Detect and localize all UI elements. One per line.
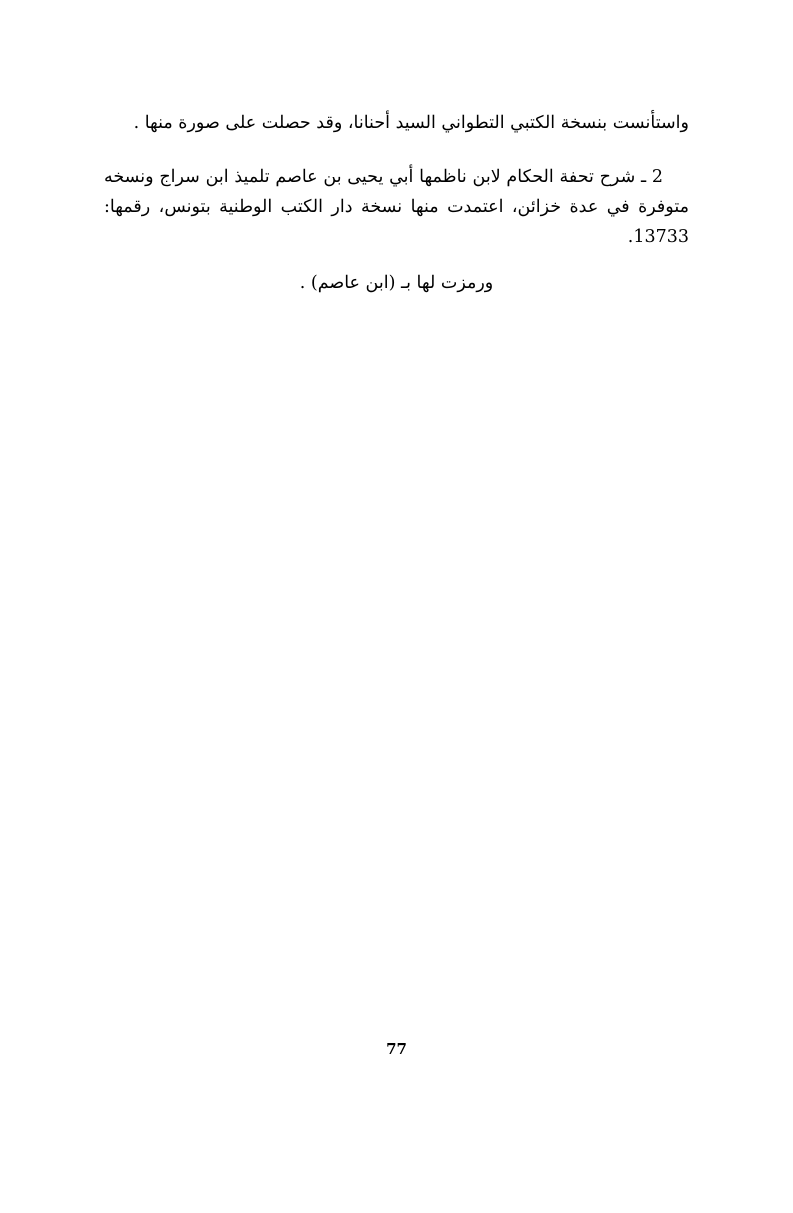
paragraph-entry-2-sharh-tuhfat-al-hukkam: 2 ـ شرح تحفة الحكام لابن ناظمها أبي يحيى بن عاصم تلميذ ابن سراج ونسخه متوفرة في عدة خزائن، اعتمدت منها نسخة دار الكتب الوطنية بتونس، رقمها: 13733.: [104, 167, 689, 247]
paragraph-note-tetouan-copy: واستأنست بنسخة الكتبي التطواني السيد أحنانا، وقد حصلت على صورة منها .: [133, 113, 689, 133]
page-number: 77: [386, 1040, 407, 1058]
page-body: [104, 108, 689, 298]
paragraph-sigla-ibn-asim: ورمزت لها بـ (ابن عاصم) .: [299, 273, 494, 293]
